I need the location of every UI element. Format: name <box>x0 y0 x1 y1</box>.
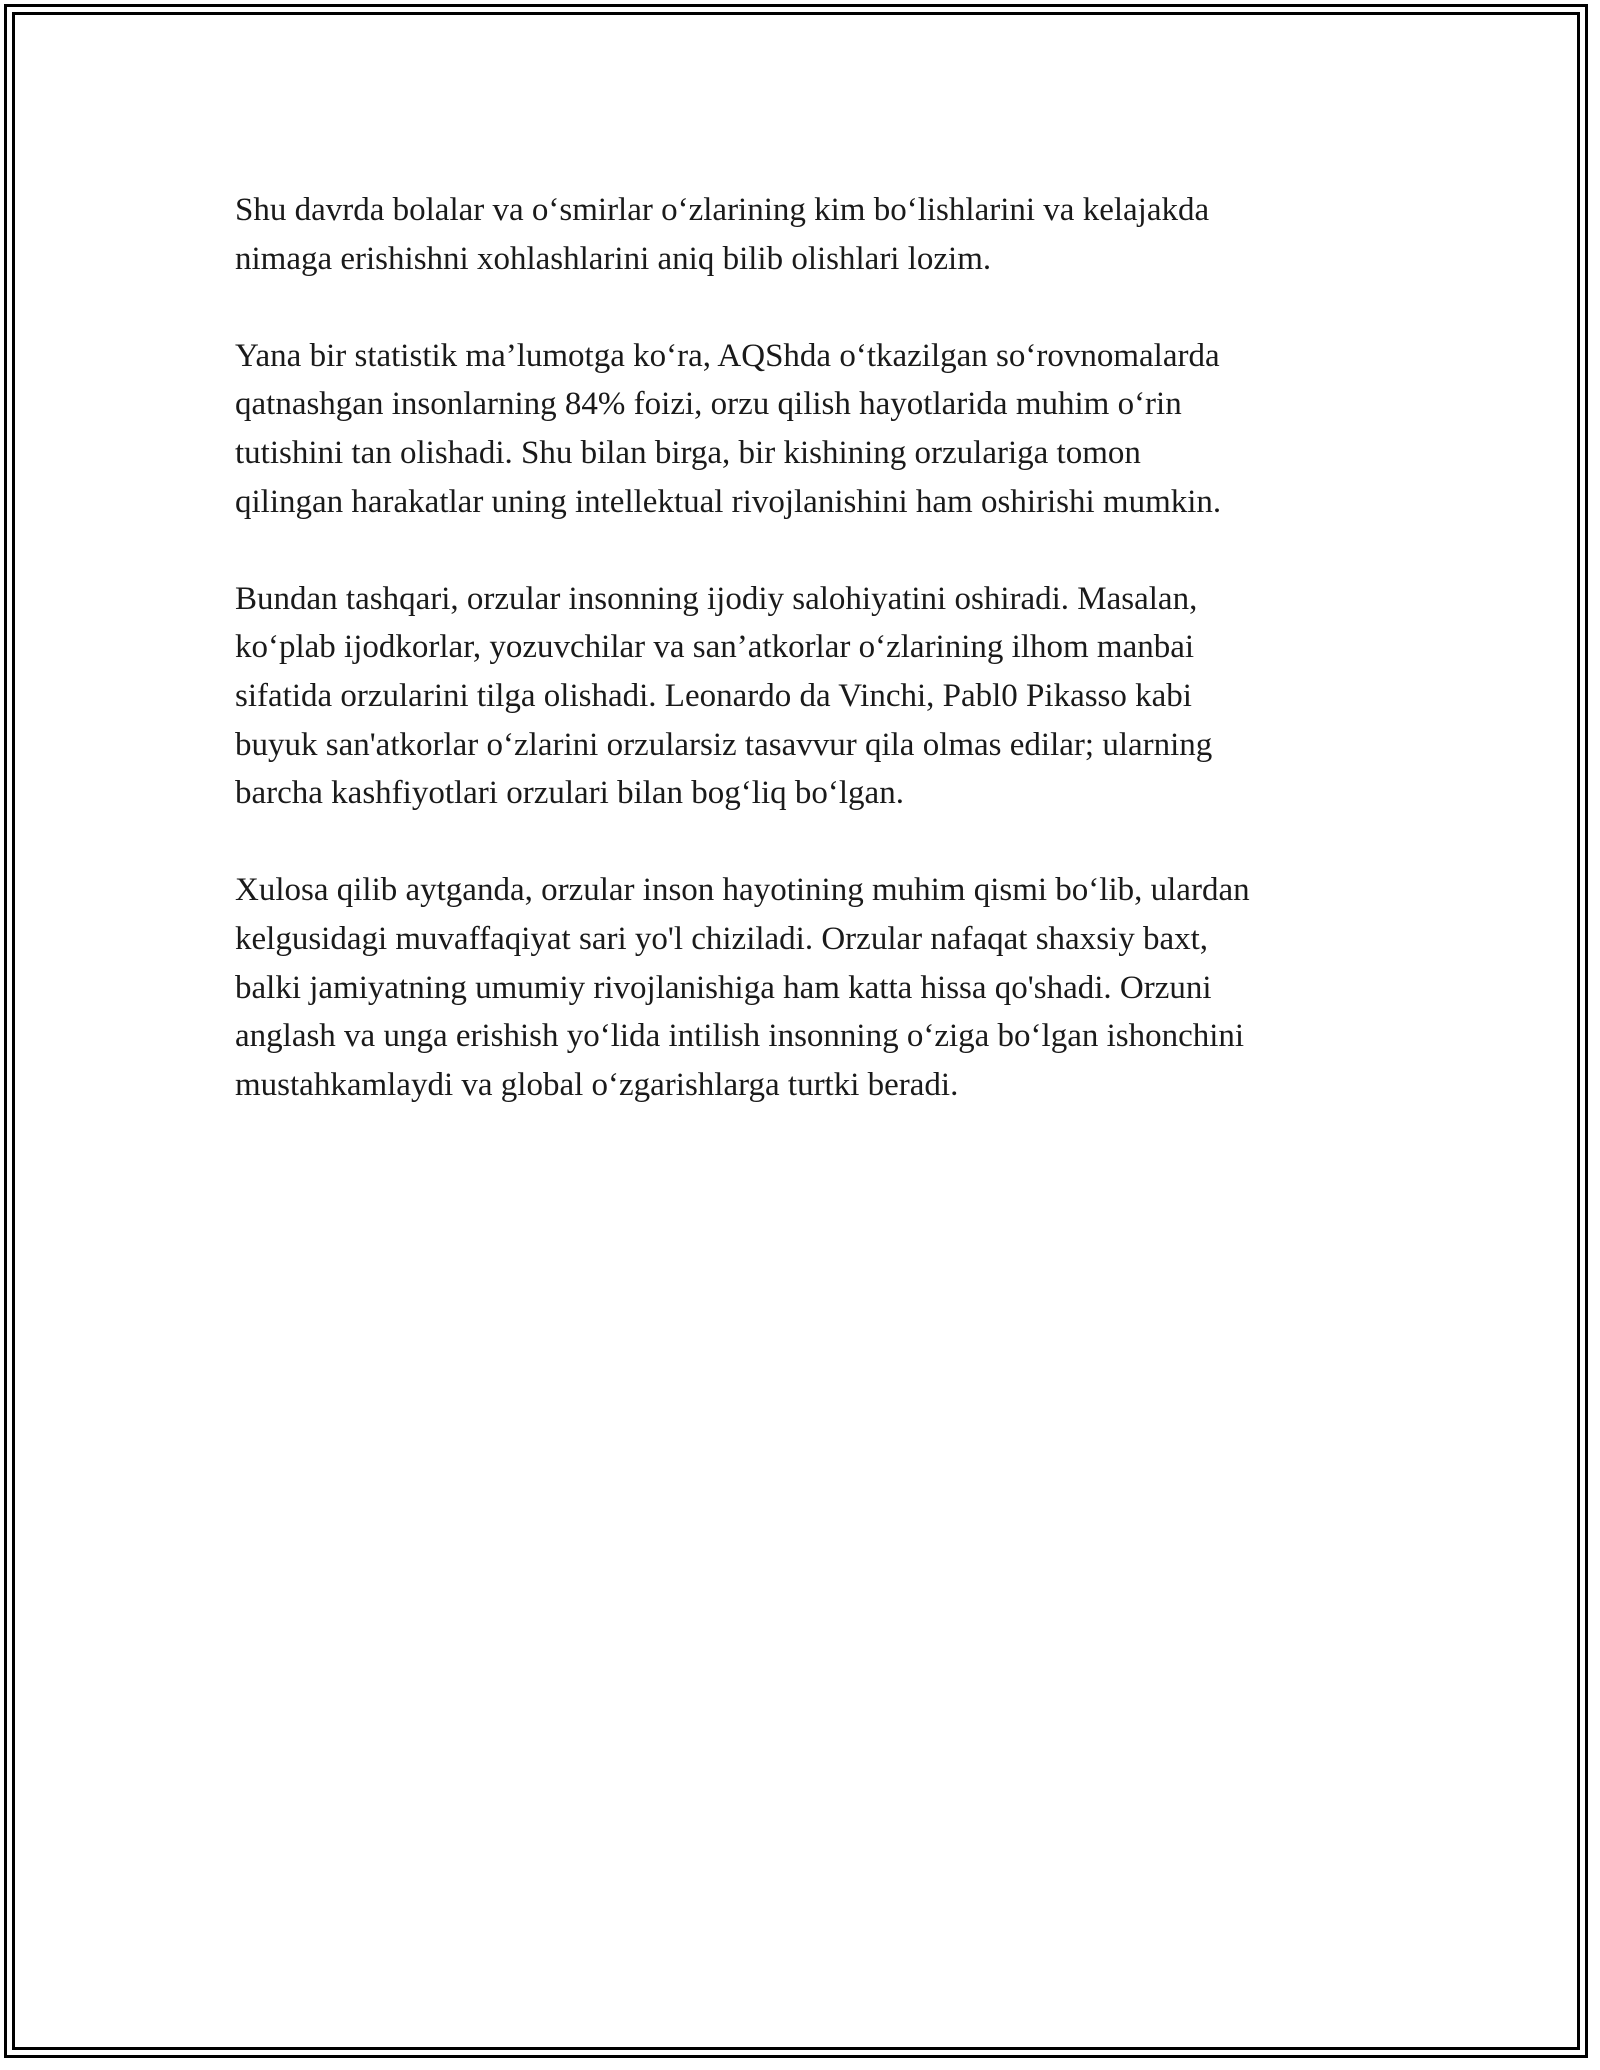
document-body <box>235 186 1395 1158</box>
paragraph-3: Bundan tashqari, orzular insonning ijodiy salohiyatini oshiradi. Masalan, ko‘plab ijodkorlar, yozuvchilar va san’atkorlar o‘zlarining ilhom manbai sifatida orzularini tilga olishadi. Leonardo da Vinchi, Pabl0 Pikasso kabi buyuk san'atkorlar o‘zlarini orzularsiz tasavvur qila olmas edilar; ularning barcha kashfiyotlari orzulari bilan bog‘liq bo‘lgan. <box>235 580 1213 812</box>
paragraph-4: Xulosa qilib aytganda, orzular inson hayotining muhim qismi bo‘lib, ulardan kelgusidagi muvaffaqiyat sari yo'l chiziladi. Orzular nafaqat shaxsiy baxt, balki jamiyatning umumiy rivojlanishiga ham katta hissa qo'shadi. Orzuni anglash va unga erishish yo‘lida intilish insonning o‘ziga bo‘lgan ishonchini mustahkamlaydi va global o‘zgarishlarga turtki beradi. <box>235 872 1250 1103</box>
paragraph-1: Shu davrda bolalar va o‘smirlar o‘zlarining kim bo‘lishlarini va kelajakda nimaga erishishni xohlashlarini aniq bilib olishlari lozim. <box>235 192 1210 277</box>
paragraph-2: Yana bir statistik ma’lumotga ko‘ra, AQShda o‘tkazilgan so‘rovnomalarda qatnashgan insonlarning 84% foizi, orzu qilish hayotlarida muhim o‘rin tutishini tan olishadi. Shu bilan birga, bir kishining orzulariga tomon qilingan harakatlar uning intellektual rivojlanishini ham oshirishi mumkin. <box>235 337 1222 520</box>
